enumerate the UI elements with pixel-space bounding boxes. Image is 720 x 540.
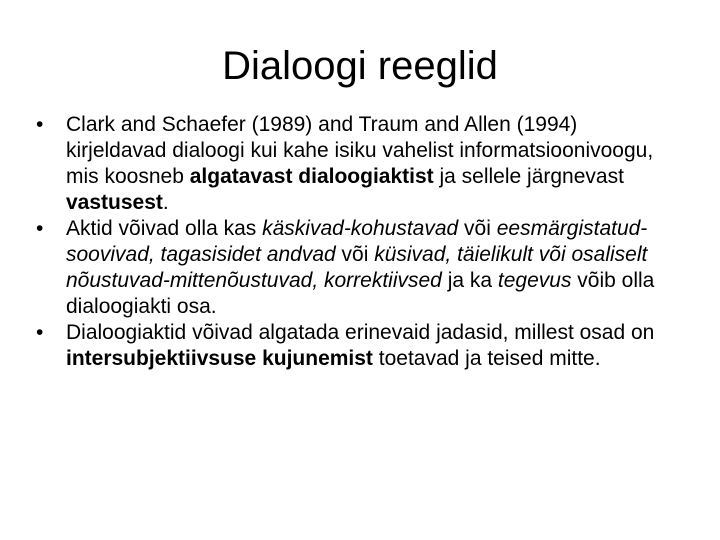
bullet-marker: • (36, 321, 44, 344)
bullet-text-run: toetavad ja teised mitte. (372, 347, 601, 370)
bullet-text-run: intersubjektiivsuse kujunemist (66, 347, 373, 370)
bullet-text-run: käskivad-kohustavad (262, 217, 459, 240)
bullet-item (36, 320, 676, 372)
bullet-text-run: ja sellele järgnevast (433, 165, 624, 188)
bullet-text-run: küsivad, täielikult või osaliselt nõustuvad-mittenõustuvad, korrektiivsed (66, 243, 648, 292)
bullet-marker: • (36, 113, 44, 136)
bullet-item (36, 216, 676, 320)
slide-title: Dialoogi reeglid (222, 44, 498, 88)
bullet-item (36, 112, 676, 216)
bullet-text-run: tegevus (497, 269, 572, 292)
bullet-text-run: või (335, 243, 375, 266)
bullet-text-run: algatavast dialoogiaktist (189, 165, 434, 188)
bullet-text-run: Aktid võivad olla kas (66, 217, 263, 240)
bullet-text-run: eesmärgistatud-soovivad, tagasisidet andvad (66, 217, 648, 266)
bullet-marker: • (36, 217, 44, 240)
bullet-text-run: . (162, 191, 169, 214)
bullet-text-run: võib olla dialoogiakti osa. (66, 269, 655, 318)
bullet-text-run: ja ka (441, 269, 498, 292)
bullet-text-run: Clark and Schaefer (1989) and Traum and Allen (1994) kirjeldavad dialoogi kui kahe isiku vahelist informatsioonivoogu, mis koosneb (66, 113, 654, 188)
bullet-list (36, 112, 676, 372)
bullet-text-run: või (458, 217, 497, 240)
bullet-text-run: vastusest (66, 191, 163, 214)
bullet-text-run: Dialoogiaktid võivad algatada erinevaid jadasid, millest osad on (66, 321, 655, 344)
